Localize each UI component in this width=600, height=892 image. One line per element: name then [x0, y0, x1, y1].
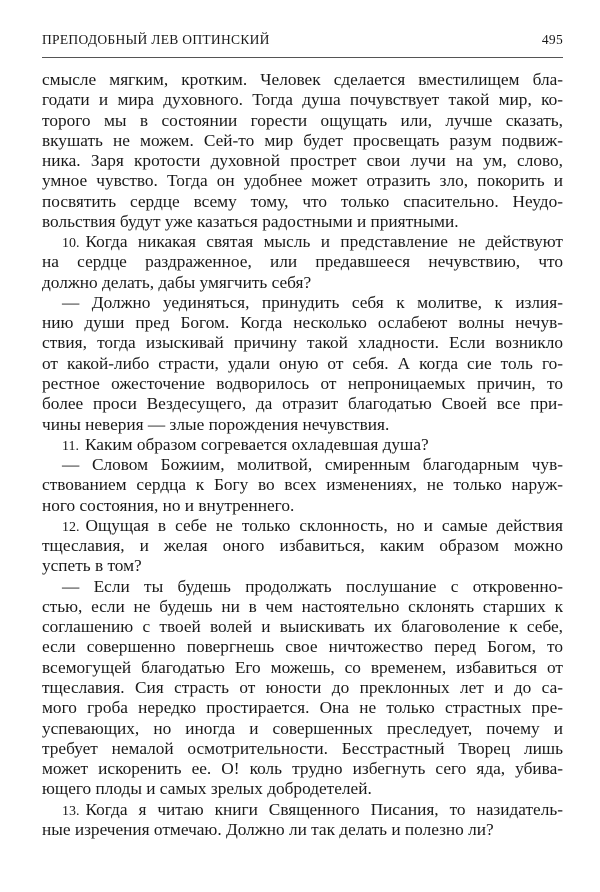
- line-text: ные изречения отмечаю. Должно ли так делать и полезно ли?: [42, 819, 494, 839]
- line-text: умное чувство. Тогда он удобнее может отразить зло, покорить и: [42, 171, 563, 191]
- running-header: [42, 32, 563, 52]
- text-line: [42, 252, 563, 272]
- text-line: [42, 637, 563, 657]
- line-text: рестное ожесточение водворилось от непроницаемых причин, то: [42, 373, 563, 393]
- line-text: если совершенно повергнешь свое ничтожество перед Богом, то: [42, 637, 563, 657]
- line-text: стью, если не будешь ни в чем настоятельно склонять старших к: [42, 596, 563, 616]
- text-line: [42, 212, 563, 232]
- text-line: [42, 800, 563, 820]
- line-text: ного состояния, но и внутреннего.: [42, 495, 295, 515]
- text-line: [42, 354, 563, 374]
- page-number: 495: [541, 32, 563, 47]
- line-text: ствия, тогда изыскивай причину такой хладности. Если возникло: [42, 333, 563, 353]
- line-text: успевающих, но иногда и совершенных преследует, почему и: [42, 718, 563, 738]
- running-title: ПРЕПОДОБНЫЙ ЛЕВ ОПТИНСКИЙ: [42, 32, 270, 47]
- line-text: успеть в том?: [42, 556, 142, 576]
- text-line: [42, 151, 563, 171]
- text-line: [42, 171, 563, 191]
- line-text: чины неверия — злые порождения нечувствия.: [42, 414, 390, 434]
- line-text: всемогущей благодатью Его можешь, со временем, избавиться от: [42, 657, 563, 677]
- text-line: [42, 516, 563, 536]
- text-line: [42, 374, 563, 394]
- line-text: торого мы в состоянии горести ощущать или, лучше сказать,: [42, 110, 563, 130]
- text-line: [42, 293, 563, 313]
- line-text: должно делать, дабы умягчить себя?: [42, 272, 312, 292]
- text-line: [42, 111, 563, 131]
- text-line: [42, 435, 563, 455]
- line-text: Ощущая в себе не только склонность, но и самые действия: [85, 515, 563, 535]
- text-line: [42, 658, 563, 678]
- text-line: [42, 313, 563, 333]
- line-text: вкушать не можем. Сей-то мир будет просвещать разум подвиж-: [42, 130, 563, 150]
- line-text: Когда я читаю книги Священного Писания, то назидатель-: [85, 799, 563, 819]
- line-text: годати и мира духовного. Тогда душа почувствует такой мир, ко-: [42, 90, 563, 110]
- page-body: [42, 70, 563, 840]
- line-text: на сердце раздраженное, или предавшееся нечувствию, что: [42, 252, 563, 272]
- text-line: [42, 273, 563, 293]
- line-text: Когда никакая святая мысль и представление не действуют: [85, 232, 563, 252]
- line-text: ника. Заря кротости духовной прострет свои лучи на ум, слово,: [42, 151, 563, 171]
- line-text: — Если ты будешь продолжать послушание с откровенно-: [62, 576, 563, 596]
- text-line: [42, 698, 563, 718]
- line-text: Каким образом согревается охладевшая душа?: [84, 434, 429, 454]
- line-text: смысле мягким, кротким. Человек сделается вместилищем бла-: [42, 70, 563, 89]
- text-line: [42, 475, 563, 495]
- text-line: [42, 820, 563, 840]
- line-text: нию души пред Богом. Когда несколько ослабеют волны нечув-: [42, 313, 563, 333]
- line-text: — Словом Божиим, молитвой, смиренным благодарным чув-: [62, 455, 563, 475]
- text-line: [42, 131, 563, 151]
- text-line: [42, 617, 563, 637]
- text-line: [42, 415, 563, 435]
- text-line: [42, 70, 563, 90]
- line-text: мого гроба нередко простирается. Она не только страстных пре-: [42, 698, 563, 718]
- text-line: [42, 90, 563, 110]
- line-text: соглашению с твоей волей и выискивать их благоволение к себе,: [42, 617, 563, 637]
- text-line: [42, 192, 563, 212]
- question-number: 11.: [62, 438, 79, 454]
- text-line: [42, 719, 563, 739]
- text-line: [42, 597, 563, 617]
- text-line: [42, 577, 563, 597]
- text-line: [42, 739, 563, 759]
- question-number: 13.: [62, 803, 80, 819]
- line-text: тщеславия, и желая оного избавиться, каким образом можно: [42, 536, 563, 556]
- text-line: [42, 394, 563, 414]
- line-text: требует немалой осмотрительности. Бесстрастный Творец лишь: [42, 738, 563, 758]
- line-text: посвятить сердце всему тому, что только спасительно. Неудо-: [42, 191, 563, 211]
- line-text: ющего плоды и самых зрелых добродетелей.: [42, 779, 372, 799]
- line-text: ствованием сердца к Богу во всех изменениях, не только наруж-: [42, 475, 563, 495]
- line-text: может искоренить ее. О! коль трудно избегнуть сего яда, убива-: [42, 759, 563, 779]
- text-line: [42, 455, 563, 475]
- question-number: 12.: [62, 519, 80, 535]
- text-line: [42, 232, 563, 252]
- text-line: [42, 536, 563, 556]
- header-rule: [42, 57, 563, 58]
- text-line: [42, 496, 563, 516]
- line-text: вольствия будут уже казаться радостными и приятными.: [42, 211, 459, 231]
- text-line: [42, 678, 563, 698]
- text-line: [42, 779, 563, 799]
- line-text: более проси Вездесущего, да отразит благодатью Своей все при-: [42, 394, 563, 414]
- text-line: [42, 556, 563, 576]
- question-number: 10.: [62, 236, 80, 252]
- line-text: — Должно уединяться, принудить себя к молитве, к излия-: [62, 292, 563, 312]
- text-line: [42, 759, 563, 779]
- text-line: [42, 333, 563, 353]
- line-text: тщеславия. Сия страсть от юности до преклонных лет и до са-: [42, 677, 563, 697]
- line-text: от какой-либо страсти, удали оную от себя. А когда сие толь го-: [42, 353, 563, 373]
